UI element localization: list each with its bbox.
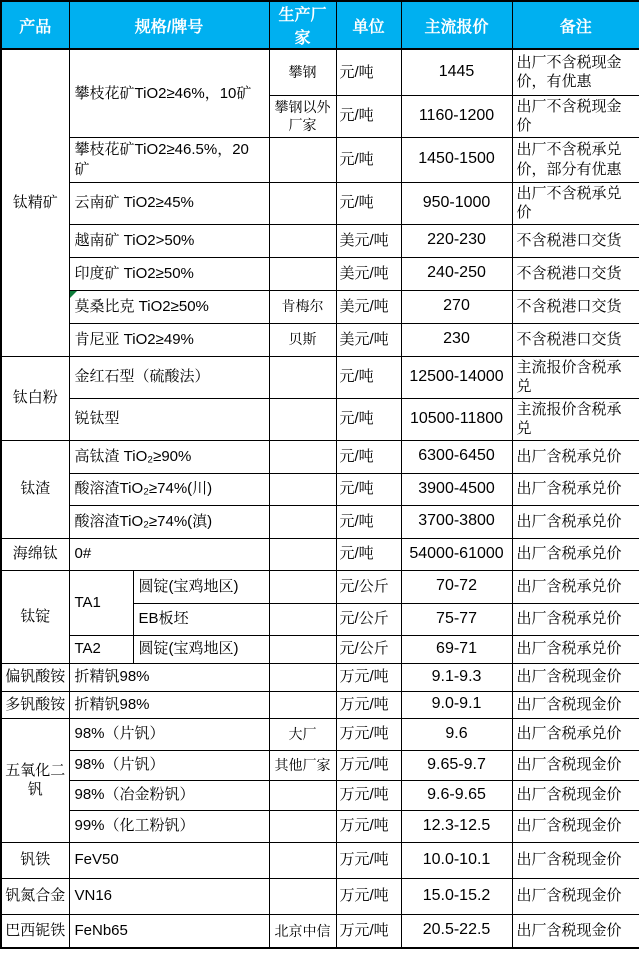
note-cell: 主流报价含税承兑 (512, 356, 639, 398)
unit-cell: 万元/吨 (336, 914, 401, 948)
unit-cell: 元/吨 (336, 473, 401, 505)
manufacturer-cell (269, 224, 336, 257)
price-cell: 240-250 (401, 257, 512, 290)
table-row (1, 914, 639, 948)
price-cell: 1445 (401, 49, 512, 95)
manufacturer-cell (269, 780, 336, 810)
price-cell: 9.65-9.7 (401, 750, 512, 780)
unit-cell: 元/公斤 (336, 635, 401, 663)
price-cell: 220-230 (401, 224, 512, 257)
price-cell: 1160-1200 (401, 95, 512, 137)
table-row (1, 137, 639, 182)
table-row (1, 473, 639, 505)
manufacturer-cell (269, 538, 336, 570)
unit-cell: 元/吨 (336, 137, 401, 182)
product-cell: 钒铁 (1, 842, 69, 878)
unit-cell: 美元/吨 (336, 257, 401, 290)
manufacturer-cell: 大厂 (269, 718, 336, 750)
grade-cell: TA2 (69, 635, 133, 663)
price-cell: 70-72 (401, 570, 512, 603)
unit-cell: 元/公斤 (336, 570, 401, 603)
product-cell: 钛白粉 (1, 356, 69, 440)
note-cell: 不含税港口交货 (512, 323, 639, 356)
unit-cell: 万元/吨 (336, 691, 401, 718)
table-row (1, 750, 639, 780)
spec-cell: 98%（片钒） (69, 718, 269, 750)
note-cell: 不含税港口交货 (512, 257, 639, 290)
note-cell: 不含税港口交货 (512, 290, 639, 323)
price-cell: 230 (401, 323, 512, 356)
manufacturer-cell (269, 842, 336, 878)
unit-cell: 万元/吨 (336, 663, 401, 691)
unit-cell: 美元/吨 (336, 323, 401, 356)
price-cell: 75-77 (401, 603, 512, 635)
manufacturer-cell (269, 635, 336, 663)
product-cell: 钒氮合金 (1, 878, 69, 914)
spec-cell: 攀枝花矿TiO2≥46.5%，20矿 (69, 137, 269, 182)
price-cell: 9.6-9.65 (401, 780, 512, 810)
table-row (1, 257, 639, 290)
table-row (1, 663, 639, 691)
price-cell: 10500-11800 (401, 398, 512, 440)
unit-cell: 元/吨 (336, 440, 401, 473)
price-cell: 9.0-9.1 (401, 691, 512, 718)
manufacturer-cell (269, 473, 336, 505)
table-row (1, 538, 639, 570)
manufacturer-cell (269, 570, 336, 603)
note-cell: 出厂含税现金价 (512, 691, 639, 718)
manufacturer-cell (269, 603, 336, 635)
spec-cell: 金红石型（硫酸法） (69, 356, 269, 398)
spec-cell (69, 290, 269, 323)
spec-cell: 印度矿 TiO2≥50% (69, 257, 269, 290)
unit-cell: 万元/吨 (336, 780, 401, 810)
table-row (1, 356, 639, 398)
spec-cell: 99%（化工粉钒） (69, 810, 269, 842)
manufacturer-cell (269, 505, 336, 538)
note-cell: 出厂含税现金价 (512, 878, 639, 914)
note-cell: 出厂含税现金价 (512, 914, 639, 948)
note-cell: 出厂含税现金价 (512, 780, 639, 810)
unit-cell: 元/吨 (336, 538, 401, 570)
manufacturer-cell: 肯梅尔 (269, 290, 336, 323)
manufacturer-cell (269, 257, 336, 290)
manufacturer-cell: 攀钢以外厂家 (269, 95, 336, 137)
header-unit: 单位 (336, 1, 401, 49)
table-row (1, 878, 639, 914)
note-cell: 出厂含税承兑价 (512, 538, 639, 570)
table-row (1, 49, 639, 95)
header-spec: 规格/牌号 (69, 1, 269, 49)
price-cell: 10.0-10.1 (401, 842, 512, 878)
table-row (1, 842, 639, 878)
price-cell: 20.5-22.5 (401, 914, 512, 948)
manufacturer-cell: 攀钢 (269, 49, 336, 95)
product-cell: 钛锭 (1, 570, 69, 663)
shape-cell: 圆锭(宝鸡地区) (133, 635, 269, 663)
note-cell: 出厂含税承兑价 (512, 718, 639, 750)
spec-cell: FeNb65 (69, 914, 269, 948)
unit-cell: 美元/吨 (336, 224, 401, 257)
manufacturer-cell (269, 356, 336, 398)
price-cell: 270 (401, 290, 512, 323)
unit-cell: 万元/吨 (336, 718, 401, 750)
manufacturer-cell (269, 691, 336, 718)
price-cell: 9.6 (401, 718, 512, 750)
spec-cell: 高钛渣 TiO₂≥90% (69, 440, 269, 473)
table-row (1, 570, 639, 603)
spec-cell: 98%（冶金粉钒） (69, 780, 269, 810)
product-cell: 钛渣 (1, 440, 69, 538)
spec-cell: 折精钒98% (69, 691, 269, 718)
price-cell: 6300-6450 (401, 440, 512, 473)
manufacturer-cell (269, 440, 336, 473)
unit-cell: 元/吨 (336, 182, 401, 224)
header-manufacturer: 生产厂家 (269, 1, 336, 49)
price-cell: 54000-61000 (401, 538, 512, 570)
shape-cell: EB板坯 (133, 603, 269, 635)
table-row (1, 323, 639, 356)
price-cell: 9.1-9.3 (401, 663, 512, 691)
header-row (1, 1, 639, 49)
price-cell: 3900-4500 (401, 473, 512, 505)
table-row (1, 440, 639, 473)
note-cell: 出厂含税承兑价 (512, 570, 639, 603)
spec-cell: 攀枝花矿TiO2≥46%，10矿 (69, 49, 269, 137)
product-cell: 钛精矿 (1, 49, 69, 356)
product-cell: 偏钒酸铵 (1, 663, 69, 691)
table-row (1, 182, 639, 224)
unit-cell: 元/吨 (336, 356, 401, 398)
spec-cell: VN16 (69, 878, 269, 914)
manufacturer-cell (269, 663, 336, 691)
manufacturer-cell (269, 878, 336, 914)
note-cell: 主流报价含税承兑 (512, 398, 639, 440)
spec-cell: 云南矿 TiO2≥45% (69, 182, 269, 224)
unit-cell: 万元/吨 (336, 878, 401, 914)
unit-cell: 美元/吨 (336, 290, 401, 323)
note-cell: 出厂含税承兑价 (512, 473, 639, 505)
price-cell: 3700-3800 (401, 505, 512, 538)
note-cell: 出厂不含税现金价 (512, 95, 639, 137)
table-row (1, 505, 639, 538)
note-cell: 出厂含税现金价 (512, 663, 639, 691)
spec-cell: FeV50 (69, 842, 269, 878)
note-cell: 出厂不含税现金价，有优惠 (512, 49, 639, 95)
unit-cell: 万元/吨 (336, 750, 401, 780)
note-cell: 出厂含税现金价 (512, 750, 639, 780)
note-cell: 不含税港口交货 (512, 224, 639, 257)
price-cell: 69-71 (401, 635, 512, 663)
manufacturer-cell (269, 398, 336, 440)
unit-cell: 元/吨 (336, 49, 401, 95)
table-row (1, 635, 639, 663)
note-cell: 出厂不含税承兑价 (512, 182, 639, 224)
note-cell: 出厂含税承兑价 (512, 603, 639, 635)
price-cell: 12500-14000 (401, 356, 512, 398)
note-cell: 出厂含税承兑价 (512, 440, 639, 473)
spec-cell: 98%（片钒） (69, 750, 269, 780)
unit-cell: 元/吨 (336, 398, 401, 440)
spec-cell: 肯尼亚 TiO2≥49% (69, 323, 269, 356)
spec-cell: 锐钛型 (69, 398, 269, 440)
unit-cell: 元/吨 (336, 505, 401, 538)
product-cell: 多钒酸铵 (1, 691, 69, 718)
grade-cell: TA1 (69, 570, 133, 635)
unit-cell: 元/公斤 (336, 603, 401, 635)
manufacturer-cell: 其他厂家 (269, 750, 336, 780)
comment-corner-icon (70, 291, 77, 298)
header-price: 主流报价 (401, 1, 512, 49)
unit-cell: 万元/吨 (336, 810, 401, 842)
header-note: 备注 (512, 1, 639, 49)
note-cell: 出厂含税承兑价 (512, 635, 639, 663)
note-cell: 出厂不含税承兑价，部分有优惠 (512, 137, 639, 182)
table-row (1, 780, 639, 810)
note-cell: 出厂含税现金价 (512, 810, 639, 842)
product-cell: 巴西铌铁 (1, 914, 69, 948)
spec-cell: 越南矿 TiO2>50% (69, 224, 269, 257)
spec-cell: 酸溶渣TiO₂≥74%(滇) (69, 505, 269, 538)
spec-cell: 酸溶渣TiO₂≥74%(川) (69, 473, 269, 505)
manufacturer-cell: 北京中信 (269, 914, 336, 948)
manufacturer-cell (269, 137, 336, 182)
product-cell: 海绵钛 (1, 538, 69, 570)
header-product: 产品 (1, 1, 69, 49)
manufacturer-cell (269, 182, 336, 224)
manufacturer-cell (269, 810, 336, 842)
price-cell: 950-1000 (401, 182, 512, 224)
table-row (1, 691, 639, 718)
unit-cell: 万元/吨 (336, 842, 401, 878)
manufacturer-cell: 贝斯 (269, 323, 336, 356)
unit-cell: 元/吨 (336, 95, 401, 137)
price-cell: 12.3-12.5 (401, 810, 512, 842)
table-row (1, 810, 639, 842)
table-row (1, 290, 639, 323)
spec-cell: 折精钒98% (69, 663, 269, 691)
shape-cell: 圆锭(宝鸡地区) (133, 570, 269, 603)
table-row (1, 718, 639, 750)
note-cell: 出厂含税承兑价 (512, 505, 639, 538)
product-cell: 五氧化二钒 (1, 718, 69, 842)
price-cell: 15.0-15.2 (401, 878, 512, 914)
note-cell: 出厂含税现金价 (512, 842, 639, 878)
spec-cell: 0# (69, 538, 269, 570)
price-cell: 1450-1500 (401, 137, 512, 182)
table-row (1, 398, 639, 440)
spec-text: 莫桑比克 TiO2≥50% (74, 297, 209, 315)
table-row (1, 224, 639, 257)
